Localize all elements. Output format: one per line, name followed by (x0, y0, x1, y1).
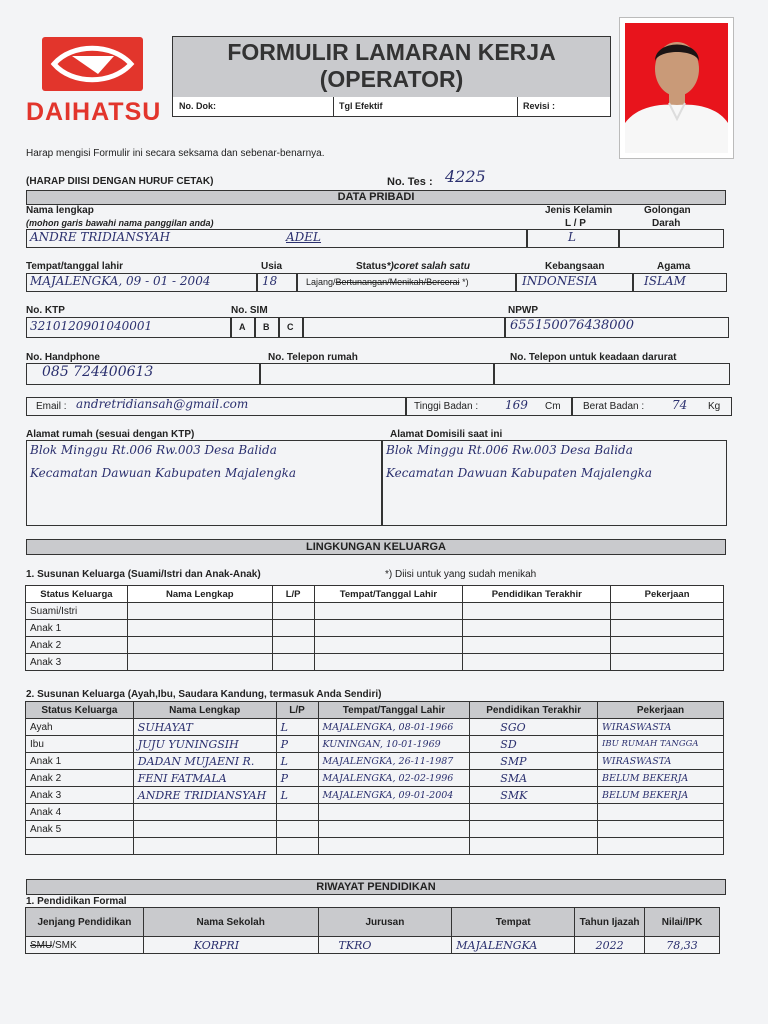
no-tes-label: No. Tes : (387, 176, 433, 188)
kebangsaan-label: Kebangsaan (545, 261, 605, 272)
status-tail: *) (459, 277, 469, 287)
sim-a: A (239, 322, 246, 332)
status-cell: Anak 2 (26, 637, 128, 654)
col-pendidikan: Pendidikan Terakhir (463, 586, 611, 603)
lp-cell: L (276, 787, 318, 804)
table-header-row (26, 908, 720, 937)
agama-label: Agama (657, 261, 691, 272)
col-pendidikan: Pendidikan Terakhir (470, 702, 598, 719)
ttl-cell: MAJALENGKA, 26-11-1987 (318, 753, 470, 770)
sim-label: No. SIM (231, 305, 268, 316)
ktp-value: 3210120901040001 (30, 319, 153, 333)
status-label (356, 261, 470, 272)
telp-field[interactable] (259, 363, 495, 385)
table-row[interactable] (26, 736, 724, 753)
status-cell: Anak 1 (26, 753, 134, 770)
lp-cell: P (276, 736, 318, 753)
nama-cell: FENI FATMALA (133, 770, 276, 787)
intro-text: Harap mengisi Formulir ini secara seksama dan sebenar-benarnya. (26, 148, 325, 159)
ktp-label: No. KTP (26, 305, 65, 316)
status-cell: Anak 5 (26, 821, 134, 838)
status-cell: Suami/Istri (26, 603, 128, 620)
nama-cell: JUJU YUNINGSIH (133, 736, 276, 753)
keluarga-table-1 (25, 585, 724, 671)
table-row[interactable] (26, 770, 724, 787)
domisili-line2: Kecamatan Dawuan Kabupaten Majalengka (386, 466, 653, 480)
section-riwayat-pendidikan: RIWAYAT PENDIDIKAN (26, 879, 726, 895)
pendidikan-cell: SMP (470, 753, 598, 770)
jenjang-struck: SMU (30, 939, 53, 951)
pendidikan-s1-title: 1. Pendidikan Formal (26, 896, 127, 907)
email-value: andretridiansah@gmail.com (76, 397, 249, 411)
pendidikan-cell: SMA (470, 770, 598, 787)
status-label-text: Status (356, 261, 387, 272)
ttl-value: MAJALENGKA, 09 - 01 - 2004 (30, 274, 211, 288)
gol-sub: Darah (652, 218, 681, 229)
table-row[interactable] (26, 719, 724, 736)
brand-name: DAIHATSU (26, 98, 162, 126)
pekerjaan-cell: WIRASWASTA (598, 753, 724, 770)
lp-cell: L (276, 753, 318, 770)
col-jurusan: Jurusan (318, 908, 452, 937)
form-subtitle: (OPERATOR) (319, 66, 464, 92)
jk-label: Jenis Kelamin (545, 205, 613, 216)
col-ttl: Tempat/Tanggal Lahir (318, 702, 470, 719)
section-lingkungan-keluarga: LINGKUNGAN KELUARGA (26, 539, 726, 555)
npwp-value: 655150076438000 (510, 318, 635, 333)
daihatsu-emblem-icon (42, 37, 143, 91)
col-nilai: Nilai/IPK (645, 908, 720, 937)
pendidikan-cell: SD (470, 736, 598, 753)
kebangsaan-value: INDONESIA (522, 274, 598, 288)
pekerjaan-cell: BELUM BEKERJA (598, 770, 724, 787)
sekolah-cell: KORPRI (143, 937, 318, 954)
agama-value: ISLAM (644, 274, 686, 288)
table-header-row (26, 586, 724, 603)
ttl-cell: KUNINGAN, 10-01-1969 (318, 736, 470, 753)
pendidikan-cell: SMK (470, 787, 598, 804)
telp-label: No. Telepon rumah (268, 352, 358, 363)
nama-cell: SUHAYAT (133, 719, 276, 736)
status-struck: Bertunangan/Menikah/Bercerai (335, 277, 460, 287)
jenjang-cell (26, 937, 144, 954)
col-jenjang: Jenjang Pendidikan (26, 908, 144, 937)
keluarga-s2-title: 2. Susunan Keluarga (Ayah,Ibu, Saudara Kandung, termasuk Anda Sendiri) (26, 689, 382, 700)
status-lajang: Lajang/ (306, 277, 336, 287)
domisili-line1: Blok Minggu Rt.006 Rw.003 Desa Balida (386, 443, 633, 457)
doc-meta-row (172, 97, 611, 117)
status-note: *)coret salah satu (386, 261, 470, 272)
uppercase-note: (HARAP DIISI DENGAN HURUF CETAK) (26, 176, 214, 187)
ttl-cell: MAJALENGKA, 09-01-2004 (318, 787, 470, 804)
usia-label: Usia (261, 261, 283, 272)
sim-c: C (287, 322, 294, 332)
domisili-label: Alamat Domisili saat ini (390, 429, 503, 440)
col-lp: L/P (272, 586, 314, 603)
col-sekolah: Nama Sekolah (143, 908, 318, 937)
table-header-row (26, 702, 724, 719)
table-row[interactable] (26, 838, 724, 855)
nama-cell: ANDRE TRIDIANSYAH (133, 787, 276, 804)
pendidikan-cell: SGO (470, 719, 598, 736)
jk-value: L (568, 230, 576, 244)
table-row[interactable] (26, 603, 724, 620)
alamat-line2: Kecamatan Dawuan Kabupaten Majalengka (30, 466, 297, 480)
status-cell: Ibu (26, 736, 134, 753)
table-row[interactable] (26, 753, 724, 770)
status-cell: Anak 3 (26, 654, 128, 671)
title-box (172, 36, 611, 98)
table-row[interactable] (26, 804, 724, 821)
berat-unit: Kg (708, 401, 721, 412)
darurat-field[interactable] (493, 363, 730, 385)
tinggi-value: 169 (505, 398, 528, 412)
table-row[interactable] (26, 637, 724, 654)
berat-value: 74 (672, 398, 688, 412)
gol-label: Golongan (644, 205, 691, 216)
person-portrait-icon (625, 23, 728, 153)
pekerjaan-cell: BELUM BEKERJA (598, 787, 724, 804)
table-row[interactable] (26, 937, 720, 954)
pekerjaan-cell: WIRASWASTA (598, 719, 724, 736)
sim-b: B (263, 322, 270, 332)
revisi-label: Revisi : (523, 101, 556, 111)
npwp-label: NPWP (508, 305, 538, 316)
applicant-photo (619, 17, 734, 159)
keluarga-table-2 (25, 701, 724, 855)
col-ttl: Tempat/Tanggal Lahir (314, 586, 463, 603)
col-tempat: Tempat (452, 908, 575, 937)
nama-hint: (mohon garis bawahi nama panggilan anda) (26, 218, 214, 228)
col-status: Status Keluarga (26, 702, 134, 719)
gol-field[interactable] (618, 229, 724, 248)
hp-label: No. Handphone (26, 352, 100, 363)
tgl-efektif-label: Tgl Efektif (339, 101, 383, 111)
pekerjaan-cell: IBU RUMAH TANGGA (598, 736, 724, 753)
col-nama: Nama Lengkap (127, 586, 272, 603)
nama-cell: DADAN MUJAENI R. (133, 753, 276, 770)
status-cell: Ayah (26, 719, 134, 736)
no-dok-label: No. Dok: (179, 101, 216, 111)
panggilan-value: ADEL (286, 230, 322, 244)
daihatsu-logo-mark (42, 37, 143, 91)
col-pekerjaan: Pekerjaan (598, 702, 724, 719)
col-nama: Nama Lengkap (133, 702, 276, 719)
keluarga-s1-note: *) Diisi untuk yang sudah menikah (385, 569, 537, 580)
jk-sub: L / P (565, 218, 586, 229)
darurat-label: No. Telepon untuk keadaan darurat (510, 352, 677, 363)
section-data-pribadi: DATA PRIBADI (26, 190, 726, 205)
ttl-cell: MAJALENGKA, 08-01-1966 (318, 719, 470, 736)
table-row[interactable] (26, 787, 724, 804)
alamat-line1: Blok Minggu Rt.006 Rw.003 Desa Balida (30, 443, 277, 457)
col-tahun: Tahun Ijazah (575, 908, 645, 937)
no-tes-value[interactable]: 4225 (445, 167, 486, 186)
tinggi-label: Tinggi Badan : (414, 401, 479, 412)
nama-label: Nama lengkap (26, 205, 94, 216)
hp-value: 085 724400613 (42, 364, 154, 380)
col-pekerjaan: Pekerjaan (611, 586, 724, 603)
table-row[interactable] (26, 821, 724, 838)
col-lp: L/P (276, 702, 318, 719)
sim-number-field[interactable] (302, 317, 506, 338)
lp-cell: L (276, 719, 318, 736)
nama-value: ANDRE TRIDIANSYAH (30, 230, 171, 244)
usia-value: 18 (262, 274, 278, 288)
table-row[interactable] (26, 654, 724, 671)
tinggi-unit: Cm (545, 401, 561, 412)
tempat-cell: MAJALENGKA (452, 937, 575, 954)
berat-label: Berat Badan : (583, 401, 645, 412)
lp-cell: P (276, 770, 318, 787)
form-title: FORMULIR LAMARAN KERJA (227, 39, 556, 65)
ttl-label: Tempat/tanggal lahir (26, 261, 124, 272)
col-status: Status Keluarga (26, 586, 128, 603)
jenjang-rest: /SMK (52, 939, 77, 951)
status-cell: Anak 4 (26, 804, 134, 821)
status-cell: Anak 3 (26, 787, 134, 804)
email-label: Email : (36, 401, 67, 412)
status-cell: Anak 1 (26, 620, 128, 637)
jurusan-cell: TKRO (318, 937, 452, 954)
pendidikan-table (25, 907, 720, 954)
table-row[interactable] (26, 620, 724, 637)
status-cell: Anak 2 (26, 770, 134, 787)
ttl-cell: MAJALENGKA, 02-02-1996 (318, 770, 470, 787)
alamat-label: Alamat rumah (sesuai dengan KTP) (26, 429, 195, 440)
keluarga-s1-title: 1. Susunan Keluarga (Suami/Istri dan Anak-Anak) (26, 569, 261, 580)
status-options (306, 277, 469, 287)
tahun-cell: 2022 (575, 937, 645, 954)
nilai-cell: 78,33 (645, 937, 720, 954)
